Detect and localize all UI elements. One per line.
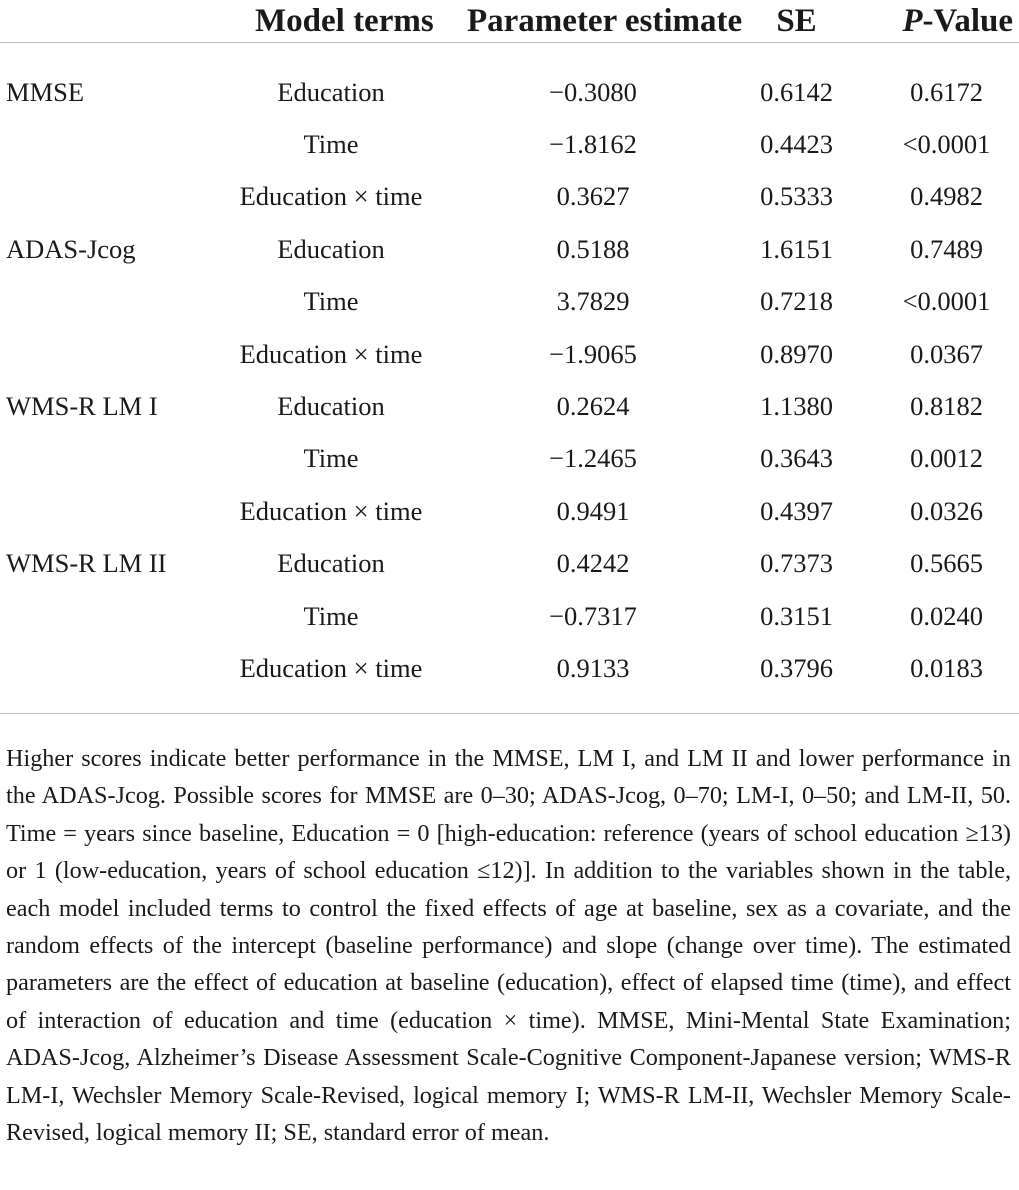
p-value-cell: 0.5665 [910,548,983,579]
p-value-cell: 0.0012 [910,443,983,474]
p-value-cell: 0.4982 [910,181,983,212]
p-value-cell: 0.8182 [910,391,983,422]
se-cell: 0.6142 [760,76,833,107]
model-term-cell: Time [303,600,359,631]
estimate-cell: 0.4242 [556,548,630,579]
model-term-cell: Education [277,391,385,422]
se-cell: 0.7373 [760,548,833,579]
outcome-cell: WMS-R LM II [6,548,167,579]
outcome-cell [0,485,195,537]
table-header [0,0,1019,43]
outcome-cell [0,642,195,694]
model-term-cell: Education [277,548,385,579]
header-p-value [874,0,1019,43]
p-value-cell: 0.6172 [910,76,983,107]
se-cell: 0.3151 [760,600,833,631]
p-value-cell: 0.0367 [910,338,983,369]
model-term-cell: Education [277,233,385,264]
outcome-cell: ADAS-Jcog [6,233,136,264]
header-p-italic: P [902,2,923,39]
p-value-cell: 0.7489 [910,233,983,264]
outcome-cell [0,171,195,223]
model-term-cell: Education × time [239,652,423,683]
estimate-cell: −1.2465 [549,443,637,474]
p-value-cell: <0.0001 [902,286,991,317]
se-cell: 0.3643 [760,443,833,474]
table-row [0,171,1019,223]
p-value-cell: <0.0001 [902,129,991,160]
outcome-cell [0,328,195,380]
header-parameter-estimate: Parameter estimate [467,2,743,39]
table-row [0,590,1019,642]
table-row [0,276,1019,328]
outcome-cell [0,276,195,328]
estimate-cell: 3.7829 [556,286,630,317]
se-cell: 1.6151 [760,233,833,264]
table-row [0,118,1019,170]
table-footnote: Higher scores indicate better performance in the MMSE, LM I, and LM II and lower performance in the ADAS-Jcog. Possible scores for MMSE are 0–30; ADAS-Jcog, 0–70; LM-I, 0–50; and LM-II, 50. Time = years since baseline, Education = 0 [high-education: reference (years of school education ≥13) or 1 (low-education, years of school education ≤12)]. In addition to the variables shown in the table, each model included terms to control the fixed effects of age at baseline, sex as a covariate, and the random effects of the intercept (baseline performance) and slope (change over time). The estimated parameters are the effect of education at baseline (education), effect of elapsed time (time), and effect of interaction of education and time (education × time). MMSE, Mini-Mental State Examination; ADAS-Jcog, Alzheimer’s Disease Assessment Scale-Cognitive Component-Japanese version; WMS-R LM-I, Wechsler Memory Scale-Revised, logical memory I; WMS-R LM-II, Wechsler Memory Scale-Revised, logical memory II; SE, standard error of mean. [6,745,1011,1147]
table-row [0,485,1019,537]
se-cell: 1.1380 [760,391,833,422]
estimate-cell: 0.2624 [556,391,630,422]
se-cell: 0.7218 [760,286,833,317]
table-row [0,66,1019,118]
model-term-cell: Education × time [239,338,423,369]
p-value-cell: 0.0240 [910,600,983,631]
table-row [0,380,1019,432]
header-model-terms: Model terms [255,2,434,39]
model-term-cell: Time [303,129,359,160]
outcome-cell [0,590,195,642]
se-cell: 0.3796 [760,652,833,683]
se-cell: 0.4423 [760,129,833,160]
se-cell: 0.8970 [760,338,833,369]
p-value-cell: 0.0326 [910,495,983,526]
table-body [0,43,1019,695]
header-p-rest: -Value [922,2,1013,39]
table-row [0,223,1019,275]
model-term-cell: Education [277,76,385,107]
outcome-cell [0,433,195,485]
model-term-cell: Time [303,443,359,474]
model-term-cell: Education × time [239,495,423,526]
p-value-cell: 0.0183 [910,652,983,683]
table-row [0,433,1019,485]
model-term-cell: Education × time [239,181,423,212]
estimate-cell: 0.3627 [556,181,630,212]
table-row [0,538,1019,590]
model-term-cell: Time [303,286,359,317]
table-row [0,642,1019,694]
estimate-cell: −1.8162 [549,129,637,160]
se-cell: 0.4397 [760,495,833,526]
estimate-cell: 0.5188 [556,233,630,264]
estimate-cell: 0.9133 [556,652,630,683]
header-outcome [0,0,195,43]
header-se: SE [776,2,817,39]
bottom-rule [0,713,1019,714]
estimate-cell: 0.9491 [556,495,630,526]
se-cell: 0.5333 [760,181,833,212]
outcome-cell [0,118,195,170]
estimate-cell: −1.9065 [549,338,637,369]
estimate-cell: −0.7317 [549,600,637,631]
estimate-cell: −0.3080 [549,76,637,107]
table-row [0,328,1019,380]
outcome-cell: WMS-R LM I [6,391,158,422]
outcome-cell: MMSE [6,76,85,107]
